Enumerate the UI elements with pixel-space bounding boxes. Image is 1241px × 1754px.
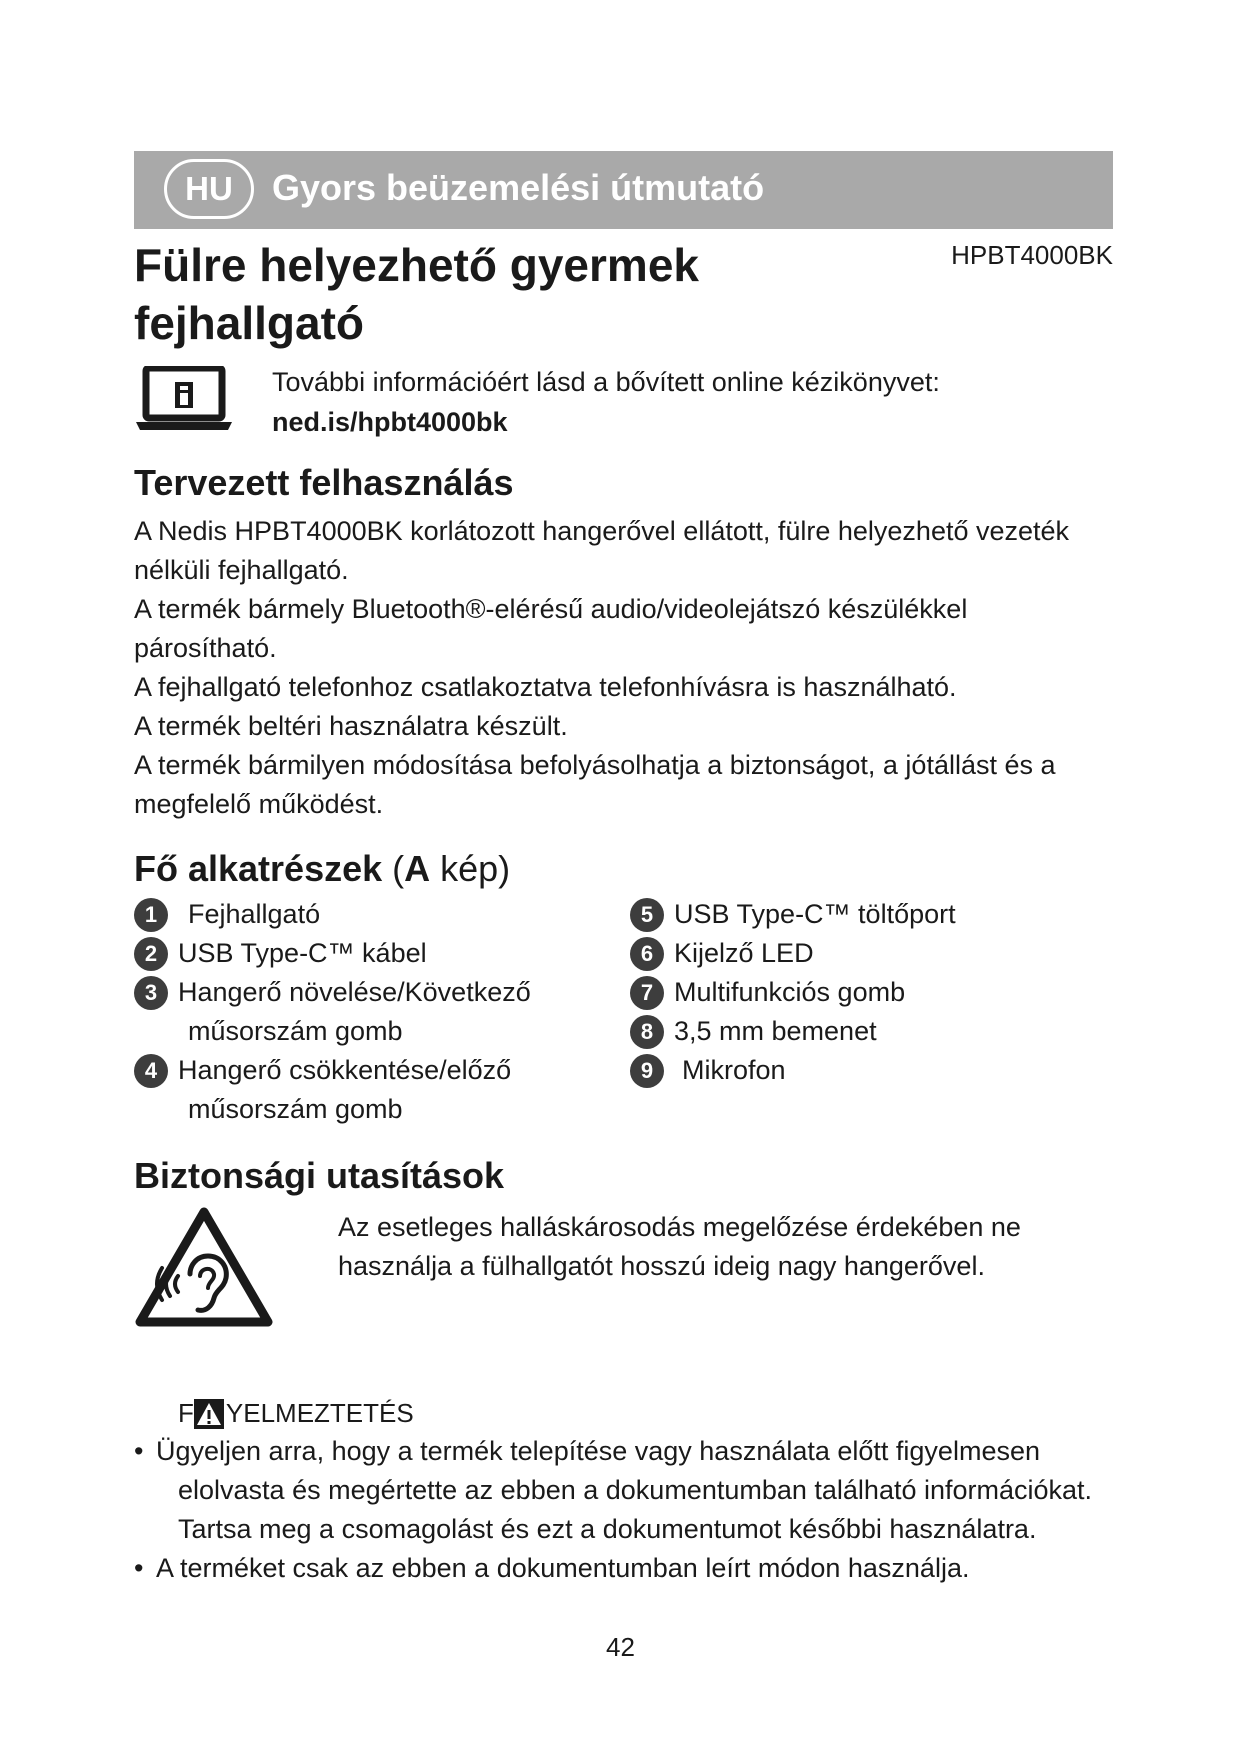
part-label: 3,5 mm bemenet bbox=[674, 1016, 877, 1046]
part-item bbox=[630, 934, 1110, 973]
part-number-badge: 5 bbox=[630, 898, 664, 932]
intended-use-body bbox=[134, 512, 1114, 824]
intended-use-paragraph: A fejhallgató telefonhoz csatlakoztatva telefonhívásra is használható. bbox=[134, 672, 957, 702]
intended-use-paragraph: A Nedis HPBT4000BK korlátozott hangerővel ellátott, fülre helyezhető vezeték nélküli fejhallgató. bbox=[134, 516, 1070, 585]
part-item bbox=[134, 895, 614, 934]
list-item bbox=[134, 1549, 1124, 1588]
part-label-line: műsorszám gomb bbox=[188, 1094, 403, 1124]
warning-label bbox=[178, 1398, 414, 1429]
part-number-badge: 6 bbox=[630, 937, 664, 971]
part-label: USB Type-C™ töltőport bbox=[674, 899, 956, 929]
part-item bbox=[630, 1051, 1110, 1090]
part-label: USB Type-C™ kábel bbox=[178, 938, 427, 968]
list-item bbox=[134, 1432, 1124, 1549]
intended-use-heading: Tervezett felhasználás bbox=[134, 462, 514, 503]
part-label: Multifunkciós gomb bbox=[674, 977, 906, 1007]
intended-use-paragraph: A termék beltéri használatra készült. bbox=[134, 711, 568, 741]
part-label: Fejhallgató bbox=[188, 899, 321, 929]
warning-list bbox=[134, 1432, 1124, 1588]
safety-heading: Biztonsági utasítások bbox=[134, 1155, 505, 1196]
language-badge: HU bbox=[164, 159, 254, 219]
part-item bbox=[134, 1051, 614, 1129]
part-number-badge: 4 bbox=[134, 1054, 168, 1088]
main-parts-heading-open: ( bbox=[382, 848, 405, 889]
list-item-line: Ügyeljen arra, hogy a termék telepítése vagy használata előtt figyelmesen bbox=[156, 1436, 1040, 1466]
list-item-line: A terméket csak az ebben a dokumentumban leírt módon használja. bbox=[156, 1553, 970, 1583]
online-manual-text bbox=[272, 362, 940, 442]
hearing-warning-icon bbox=[134, 1204, 274, 1330]
hearing-warning-text: Az esetleges halláskárosodás megelőzése érdekében ne használja a fülhallgatót hosszú ideig nagy hangerővel. bbox=[338, 1212, 1021, 1281]
part-label bbox=[178, 973, 614, 1051]
part-label: Kijelző LED bbox=[674, 938, 814, 968]
part-number-badge: 3 bbox=[134, 976, 168, 1010]
main-parts-heading-bold: Fő alkatrészek bbox=[134, 848, 383, 889]
part-item bbox=[630, 895, 1110, 934]
header-banner bbox=[134, 151, 1113, 229]
part-label-line: műsorszám gomb bbox=[188, 1016, 403, 1046]
product-title-line1: Fülre helyezhető gyermek bbox=[134, 239, 699, 291]
banner-title: Gyors beüzemelési útmutató bbox=[272, 167, 765, 208]
part-number-badge: 1 bbox=[134, 898, 168, 932]
list-item-line: Tartsa meg a csomagolást és ezt a dokumentumot későbbi használatra. bbox=[178, 1514, 1037, 1544]
online-manual-label: További információért lásd a bővített online kézikönyvet: bbox=[272, 367, 940, 397]
part-item bbox=[134, 973, 614, 1051]
main-parts-heading-rest: kép) bbox=[430, 848, 511, 889]
part-number-badge: 9 bbox=[630, 1054, 664, 1088]
part-label bbox=[178, 1051, 614, 1129]
page-number: 42 bbox=[606, 1632, 635, 1662]
part-number-badge: 7 bbox=[630, 976, 664, 1010]
part-number-badge: 2 bbox=[134, 937, 168, 971]
intended-use-paragraph: A termék bármely Bluetooth®-elérésű audio/videolejátszó készülékkel párosítható. bbox=[134, 594, 968, 663]
warning-label-prefix: F bbox=[178, 1398, 194, 1428]
part-label: Mikrofon bbox=[682, 1055, 786, 1085]
model-number: HPBT4000BK bbox=[951, 240, 1113, 270]
parts-list-right bbox=[630, 895, 1110, 1090]
part-number-badge: 8 bbox=[630, 1015, 664, 1049]
parts-list-left bbox=[134, 895, 614, 1129]
part-item bbox=[630, 1012, 1110, 1051]
main-parts-heading-ref: A bbox=[404, 848, 431, 889]
product-title-line2: fejhallgató bbox=[134, 297, 365, 349]
online-manual-url[interactable]: ned.is/hpbt4000bk bbox=[272, 407, 508, 437]
laptop-info-icon bbox=[134, 366, 234, 432]
warning-triangle-icon bbox=[194, 1399, 224, 1429]
product-title bbox=[134, 236, 834, 352]
part-item bbox=[134, 934, 614, 973]
intended-use-paragraph: A termék bármilyen módosítása befolyásolhatja a biztonságot, a jótállást és a megfelelő működést. bbox=[134, 750, 1056, 819]
list-item-line: elolvasta és megértette az ebben a dokumentumban található információkat. bbox=[178, 1475, 1093, 1505]
warning-label-text: YELMEZTETÉS bbox=[225, 1398, 414, 1428]
main-parts-heading bbox=[134, 848, 510, 890]
part-label-line: Hangerő csökkentése/előző bbox=[178, 1055, 512, 1085]
part-label-line: Hangerő növelése/Következő bbox=[178, 977, 531, 1007]
part-item bbox=[630, 973, 1110, 1012]
